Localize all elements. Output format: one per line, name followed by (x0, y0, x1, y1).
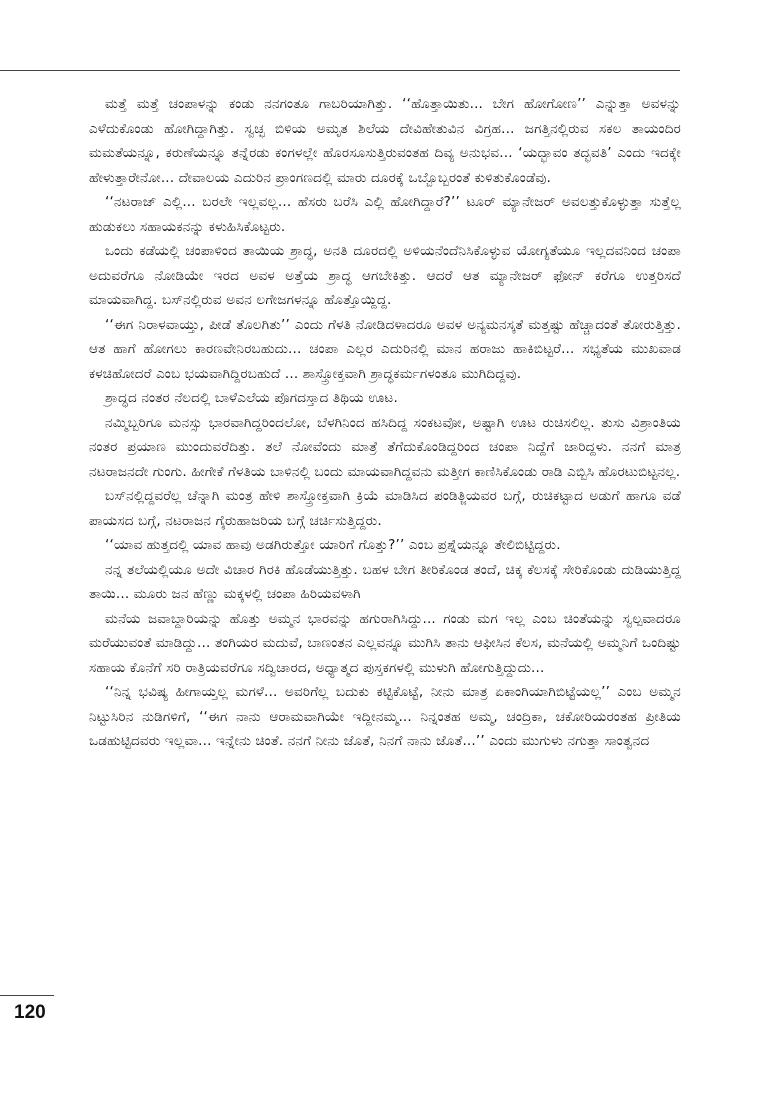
paragraph: ಒಂದು ಕಡೆಯಲ್ಲಿ ಚಂಪಾಳಿಂದ ತಾಯಿಯ ಶ್ರಾದ್ಧ, ಅನತಿ ದೂರದಲ್ಲಿ ಅಳಿಯನೆಂದೆನಿಸಿಕೊಳ್ಳುವ ಯೋಗ್ಯತೆಯೂ ಇಲ್ಲದವನಿಂದ ಚಂಪಾ ಅದುವರೆಗೂ ನೋಡಿಯೇ ಇರದ ಅವಳ ಅತ್ತೆಯ ಶ್ರಾದ್ಧ ಆಗಬೇಕಿತ್ತು. ಆದರೆ ಆತ ಮ್ಯಾನೇಜರ್ ಫೋನ್ ಕರೆಗೂ ಉತ್ತರಿಸದೆ ಮಾಯವಾಗಿದ್ದ. ಬಸ್‌ನಲ್ಲಿರುವ ಅವನ ಲಗೇಜಗಳನ್ನೂ ಹೊತ್ತೊಯ್ದಿದ್ದ. (89, 243, 681, 308)
paragraph: ಮನೆಯ ಜವಾಬ್ದಾರಿಯನ್ನು ಹೊತ್ತು ಅಮ್ಮನ ಭಾರವನ್ನು ಹಗುರಾಗಿಸಿದ್ದು... ಗಂಡು ಮಗ ಇಲ್ಲ ಎಂಬ ಚಿಂತೆಯನ್ನು ಸ್ವಲ್ಪವಾದರೂ ಮರೆಯುವಂತೆ ಮಾಡಿದ್ದು... ತಂಗಿಯರ ಮದುವೆ, ಬಾಣಂತನ ಎಲ್ಲವನ್ನೂ ಮುಗಿಸಿ ತಾನು ಆಫೀಸಿನ ಕೆಲಸ, ಮನೆಯಲ್ಲಿ ಅಮ್ಮನಿಗೆ ಒಂದಿಷ್ಟು ಸಹಾಯ ಕೊನೆಗೆ ಸರಿ ರಾತ್ರಿಯವರೆಗೂ ಸದ್ವಿಚಾರದ, ಅಧ್ಯಾತ್ಮದ ಪುಸ್ತಕಗಳಲ್ಲಿ ಮುಳುಗಿ ಹೋಗುತ್ತಿದ್ದುದು... (89, 610, 681, 676)
page-number: 120 (14, 1002, 46, 1023)
paragraph: ‘‘ಯಾವ ಹುತ್ತದಲ್ಲಿ ಯಾವ ಹಾವು ಅಡಗಿರುತ್ತೋ ಯಾರಿಗೆ ಗೊತ್ತು?’’ ಎಂಬ ಪ್ರಶ್ನೆಯನ್ನೂ ತೇಲಿಬಿಟ್ಟಿದ್ದರು. (105, 537, 561, 553)
paragraph: ‘‘ನಟರಾಜ್ ಎಲ್ಲಿ... ಬರಲೇ ಇಲ್ಲವಲ್ಲ... ಹೆಸರು ಬರೆಸಿ ಎಲ್ಲಿ ಹೋಗಿದ್ದಾರೆ?’’ ಟೂರ್ ಮ್ಯಾನೇಜರ್ ಅವಲತ್ತುಕೊಳ್ಳುತ್ತಾ ಸುತ್ತೆಲ್ಲ ಹುಡುಕಲು ಸಹಾಯಕನನ್ನು ಕಳುಹಿಸಿಕೊಟ್ಟರು. (89, 194, 681, 235)
bottom-rule (0, 995, 54, 996)
body-text (89, 92, 681, 754)
top-rule (0, 70, 680, 71)
paragraph: ಶ್ರಾದ್ಧದ ನಂತರ ನೆಲದಲ್ಲಿ ಬಾಳೆಎಲೆಯ ಪೊಗದಸ್ತಾದ ತಿಥಿಯ ಊಟ. (105, 390, 398, 406)
paragraph: ‘‘ನಿನ್ನ ಭವಿಷ್ಯ ಹೀಗಾಯ್ತಲ್ಲ ಮಗಳೆ... ಅವರಿಗೆಲ್ಲ ಬದುಕು ಕಟ್ಟಿಕೊಟ್ಟೆ, ನೀನು ಮಾತ್ರ ಏಕಾಂಗಿಯಾಗಿಬಿಟ್ಟೆಯಲ್ಲ’’ ಎಂಬ ಅಮ್ಮನ ನಿಟ್ಟುಸಿರಿನ ನುಡಿಗಳಿಗೆ, ‘‘ಈಗ ನಾನು ಆರಾಮವಾಗಿಯೇ ಇದ್ದೀನಮ್ಮ... ನಿನ್ನಂತಹ ಅಮ್ಮ, ಚಂದ್ರಿಕಾ, ಚಕೋರಿಯರಂತಹ ಪ್ರೀತಿಯ ಒಡಹುಟ್ಟಿದವರು ಇಲ್ಲವಾ... ಇನ್ನೇನು ಚಿಂತೆ. ನನಗೆ ನೀನು ಜೊತೆ, ನಿನಗೆ ನಾನು ಜೊತೆ...’’ ಎಂದು ಮುಗುಳು ನಗುತ್ತಾ ಸಾಂತ್ವನದ (89, 684, 681, 749)
paragraph: ನಮ್ಮಿಬ್ಬರಿಗೂ ಮನಸ್ಸು ಭಾರವಾಗಿದ್ದರಿಂದಲೋ, ಬೆಳಗಿನಿಂದ ಹಸಿದಿದ್ದ ಸಂಕಟವೋ, ಅಷ್ಟಾಗಿ ಊಟ ರುಚಿಸಲಿಲ್ಲ. ತುಸು ವಿಶ್ರಾಂತಿಯ ನಂತರ ಪ್ರಯಾಣ ಮುಂದುವರೆದಿತ್ತು. ತಲೆ ನೋವೆಂದು ಮಾತ್ರೆ ತೆಗೆದುಕೊಂಡಿದ್ದರಿಂದ ಚಂಪಾ ನಿದ್ದೆಗೆ ಜಾರಿದ್ದಳು. ನನಗೆ ಮಾತ್ರ ನಟರಾಜನದೇ ಗುಂಗು. ಹೀಗೇಕೆ ಗೆಳತಿಯ ಬಾಳಿನಲ್ಲಿ ಬಂದು ಮಾಯವಾಗಿದ್ದವನು ಮತ್ತೀಗ ಕಾಣಿಸಿಕೊಂಡು ರಾಡಿ ಎಬ್ಬಿಸಿ ಹೊರಟುಬಿಟ್ಟನಲ್ಲ. (89, 414, 681, 480)
paragraph: ‘‘ಈಗ ನಿರಾಳವಾಯ್ತು, ಪೀಡೆ ತೊಲಗಿತು’’ ಎಂದು ಗೆಳತಿ ನೋಡಿದಳಾದರೂ ಅವಳ ಅನ್ಯಮನಸ್ಕತೆ ಮತ್ತಷ್ಟು ಹೆಚ್ಚಾದಂತೆ ತೋರುತ್ತಿತ್ತು. ಆತ ಹಾಗೆ ಹೋಗಲು ಕಾರಣವೇನಿರಬಹುದು... ಚಂಪಾ ಎಲ್ಲರ ಎದುರಿನಲ್ಲಿ ಮಾನ ಹರಾಜು ಹಾಕಿಬಿಟ್ಟರೆ... ಸಭ್ಯತೆಯ ಮುಖವಾಡ ಕಳಚಿಹೋದರೆ ಎಂಬ ಭಯವಾಗಿದ್ದಿರಬಹುದೆ ... ಶಾಸ್ತ್ರೋಕ್ತವಾಗಿ ಶ್ರಾದ್ಧಕರ್ಮಗಳಂತೂ ಮುಗಿದಿದ್ದವು. (89, 316, 681, 382)
paragraph: ನನ್ನ ತಲೆಯಲ್ಲಿಯೂ ಅದೇ ವಿಚಾರ ಗಿರಕಿ ಹೊಡೆಯುತ್ತಿತ್ತು. ಬಹಳ ಬೇಗ ತೀರಿಕೊಂಡ ತಂದೆ, ಚಿಕ್ಕ ಕೆಲಸಕ್ಕೆ ಸೇರಿಕೊಂಡು ದುಡಿಯುತ್ತಿದ್ದ ತಾಯಿ... ಮೂರು ಜನ ಹೆಣ್ಣು ಮಕ್ಕಳಲ್ಲಿ ಚಂಪಾ ಹಿರಿಯವಳಾಗಿ (89, 561, 681, 602)
paragraph: ಬಸ್‌ನಲ್ಲಿದ್ದವರೆಲ್ಲ ಚೆನ್ನಾಗಿ ಮಂತ್ರ ಹೇಳಿ ಶಾಸ್ತ್ರೋಕ್ತವಾಗಿ ಕ್ರಿಯೆ ಮಾಡಿಸಿದ ಪಂಡಿತ್ಜಿಯವರ ಬಗ್ಗೆ, ರುಚಿಕಟ್ಟಾದ ಅಡುಗೆ ಹಾಗೂ ವಡೆ ಪಾಯಸದ ಬಗ್ಗೆ, ನಟರಾಜನ ಗೈರುಹಾಜರಿಯ ಬಗ್ಗೆ ಚರ್ಚಿಸುತ್ತಿದ್ದರು. (89, 488, 681, 529)
paragraph: ಮತ್ತೆ ಮತ್ತೆ ಚಂಪಾಳನ್ನು ಕಂಡು ನನಗಂತೂ ಗಾಬರಿಯಾಗಿತ್ತು. ‘‘ಹೊತ್ತಾಯಿತು... ಬೇಗ ಹೋಗೋಣ’’ ಎನ್ನುತ್ತಾ ಅವಳನ್ನು ಎಳೆದುಕೊಂಡು ಹೋಗಿದ್ದಾಗಿತ್ತು. ಸ್ವಚ್ಛ ಬಿಳಿಯ ಅಮೃತ ಶಿಲೆಯ ದೇವಿಹೇತುವಿನ ವಿಗ್ರಹ... ಜಗತ್ತಿನಲ್ಲಿರುವ ಸಕಲ ತಾಯಂದಿರ ಮಮತೆಯನ್ನೂ, ಕರುಣೆಯನ್ನೂ ತನ್ನೆರಡು ಕಂಗಳಲ್ಲೇ ಹೊರಸೂಸುತ್ತಿರುವಂತಹ ದಿವ್ಯ ಅನುಭವ... ‘ಯದ್ಭಾವಂ ತದ್ಭವತಿ’ ಎಂದು ಇದಕ್ಕೇ ಹೇಳುತ್ತಾರೇನೋ... ದೇವಾಲಯ ಎದುರಿನ ಪ್ರಾಂಗಣದಲ್ಲಿ ಮಾರು ದೂರಕ್ಕೆ ಒಬ್ಬೊಬ್ಬರಂತೆ ಕುಳಿತುಕೊಂಡೆವು. (89, 96, 681, 186)
